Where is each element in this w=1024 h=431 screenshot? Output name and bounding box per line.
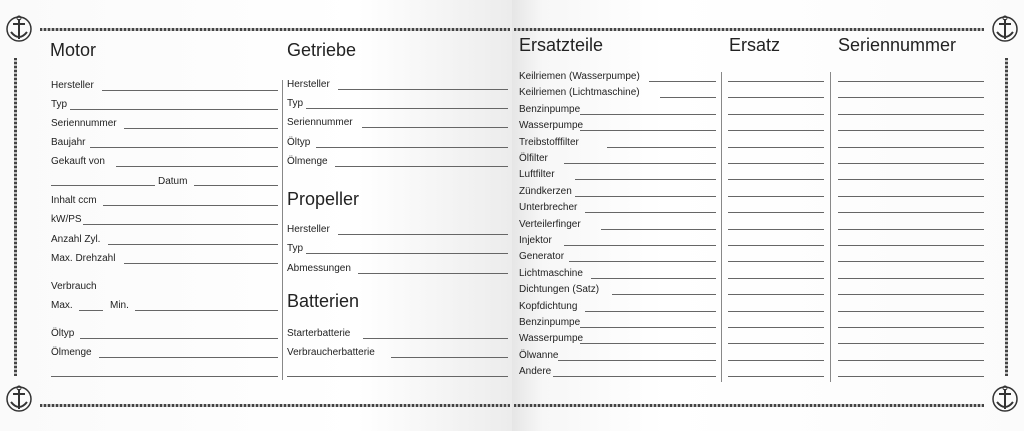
motor-baujahr-label: Baujahr [51,137,86,148]
motor-datum-label: Datum [158,176,188,187]
motor-kwps-line[interactable] [83,224,278,225]
motor-datum-line-2[interactable] [194,185,278,186]
seriennummer-line[interactable] [838,212,984,213]
motor-max-line[interactable] [79,310,103,311]
getriebe-oeltyp-line[interactable] [316,147,508,148]
getriebe-oeltyp-label: Öltyp [287,137,311,148]
left-column-divider [282,80,283,380]
part-label: Kopfdichtung [519,300,578,312]
seriennummer-line[interactable] [838,261,984,262]
starterbatterie-label: Starterbatterie [287,328,351,339]
part-line[interactable] [580,343,716,344]
motor-seriennummer-line[interactable] [124,128,278,129]
motor-drehzahl-label: Max. Drehzahl [51,253,116,264]
part-line[interactable] [585,212,716,213]
motor-hersteller-label: Hersteller [51,80,94,91]
rope-border-bottom-right [514,404,984,407]
seriennummer-line[interactable] [838,81,984,82]
verbraucherbatterie-label: Verbraucherbatterie [287,347,375,358]
part-line[interactable] [649,81,716,82]
anchor-ornament-bottom-left [2,382,36,416]
seriennummer-line[interactable] [838,376,984,377]
seriennummer-line[interactable] [838,229,984,230]
part-label: Luftfilter [519,169,555,181]
part-line[interactable] [553,376,716,377]
part-label: Keilriemen (Wasserpumpe) [519,71,640,82]
motor-min-label: Min. [110,300,129,311]
getriebe-seriennummer-line[interactable] [362,127,508,128]
getriebe-oelmenge-line[interactable] [335,166,508,167]
part-line[interactable] [591,278,716,279]
getriebe-hersteller-label: Hersteller [287,79,330,90]
seriennummer-line[interactable] [838,196,984,197]
ersatz-line[interactable] [728,245,824,246]
motor-kwps-label: kW/PS [51,214,82,225]
getriebe-seriennummer-label: Seriennummer [287,117,353,128]
propeller-hersteller-line[interactable] [338,234,508,235]
motor-typ-line[interactable] [70,109,278,110]
part-line[interactable] [585,311,716,312]
motor-max-label: Max. [51,300,73,311]
ersatz-line[interactable] [728,163,824,164]
ersatz-line[interactable] [728,376,824,377]
ersatz-line[interactable] [728,81,824,82]
right-page [512,0,1024,431]
motor-gekauft-line[interactable] [116,166,278,167]
anchor-icon [2,382,36,416]
seriennummer-line[interactable] [838,130,984,131]
part-line[interactable] [580,130,716,131]
part-line[interactable] [580,114,716,115]
batterien-title: Batterien [287,291,360,311]
part-label: Ölwanne [519,349,559,361]
motor-seriennummer-label: Seriennummer [51,118,117,129]
ersatz-line[interactable] [728,114,824,115]
motor-oelmenge-label: Ölmenge [51,347,92,358]
anchor-icon [988,12,1022,46]
motor-inhalt-label: Inhalt ccm [51,195,97,206]
propeller-title: Propeller [287,189,360,209]
anchor-ornament-bottom-right [988,382,1022,416]
ersatz-line[interactable] [728,147,824,148]
motor-extra-line[interactable] [51,376,278,377]
part-line[interactable] [660,97,716,98]
anchor-ornament-top-left [2,12,36,46]
rope-border-top-right [514,28,984,31]
seriennummer-line[interactable] [838,179,984,180]
motor-gekauft-label: Gekauft von [51,156,105,167]
motor-oeltyp-line[interactable] [80,338,278,339]
motor-verbrauch-label: Verbrauch [51,281,97,292]
part-label: Wasserpumpe [519,120,584,132]
motor-oelmenge-line[interactable] [99,357,278,358]
ersatz-line[interactable] [728,97,824,98]
rope-border-left [14,58,17,376]
motor-zyl-line[interactable] [108,244,278,245]
part-line[interactable] [612,294,716,295]
part-line[interactable] [569,261,716,262]
motor-min-line[interactable] [135,310,278,311]
part-label: Zündkerzen [519,185,572,197]
seriennummer-line[interactable] [838,311,984,312]
seriennummer-line[interactable] [838,278,984,279]
motor-typ-label: Typ [51,99,68,110]
ersatz-line[interactable] [728,261,824,262]
seriennummer-line[interactable] [838,245,984,246]
propeller-abmessungen-line[interactable] [358,273,508,274]
motor-title: Motor [50,40,97,60]
part-label: Ölfilter [519,153,548,164]
part-label: Dichtungen (Satz) [519,284,600,296]
motor-datum-line-1[interactable] [51,185,155,186]
starterbatterie-line[interactable] [363,338,508,339]
part-label: Injektor [519,235,552,246]
part-label: Keilriemen (Lichtmaschine) [519,87,640,99]
seriennummer-column-divider [830,72,831,382]
anchor-icon [988,382,1022,416]
ersatz-line[interactable] [728,327,824,328]
part-line[interactable] [558,360,716,361]
seriennummer-line[interactable] [838,343,984,344]
getriebe-typ-label: Typ [287,98,304,109]
seriennummer-header: Seriennummer [838,35,957,55]
part-label: Benzinpumpe [519,317,581,328]
motor-hersteller-line[interactable] [102,90,278,91]
motor-zyl-label: Anzahl Zyl. [51,234,101,245]
motor-oeltyp-label: Öltyp [51,328,75,339]
part-line[interactable] [607,147,716,148]
ersatz-column-divider [721,72,722,382]
part-label: Andere [519,366,552,378]
ersatz-line[interactable] [728,343,824,344]
ersatz-line[interactable] [728,212,824,213]
seriennummer-line[interactable] [838,114,984,115]
seriennummer-line[interactable] [838,163,984,164]
rope-border-right [1005,58,1008,376]
part-line[interactable] [580,327,716,328]
ersatz-header: Ersatz [729,35,781,55]
ersatz-line[interactable] [728,196,824,197]
part-label: Treibstofffilter [519,136,579,148]
part-line[interactable] [575,179,716,180]
part-line[interactable] [601,229,716,230]
ersatz-line[interactable] [728,130,824,131]
batterien-extra-line[interactable] [287,376,508,377]
part-label: Lichtmaschine [519,267,583,279]
propeller-typ-label: Typ [287,243,304,254]
rope-border-top-left [40,28,510,31]
anchor-ornament-top-right [988,12,1022,46]
ersatzteile-header: Ersatzteile [519,35,604,55]
motor-drehzahl-line[interactable] [124,263,278,264]
ersatz-line[interactable] [728,179,824,180]
part-line[interactable] [575,196,716,197]
propeller-hersteller-label: Hersteller [287,224,330,235]
getriebe-title: Getriebe [287,40,357,60]
part-label: Generator [519,251,565,263]
ersatz-line[interactable] [728,229,824,230]
part-label: Wasserpumpe [519,333,584,345]
ersatz-line[interactable] [728,278,824,279]
getriebe-typ-line[interactable] [306,108,508,109]
seriennummer-line[interactable] [838,327,984,328]
propeller-typ-line[interactable] [306,253,508,254]
seriennummer-line[interactable] [838,97,984,98]
motor-baujahr-line[interactable] [90,147,278,148]
rope-border-bottom-left [40,404,510,407]
seriennummer-line[interactable] [838,294,984,295]
verbraucherbatterie-line[interactable] [391,357,508,358]
part-line[interactable] [564,245,716,246]
getriebe-oelmenge-label: Ölmenge [287,156,328,167]
ersatz-line[interactable] [728,311,824,312]
part-label: Unterbrecher [519,202,578,214]
motor-inhalt-line[interactable] [103,205,278,206]
propeller-abmessungen-label: Abmessungen [287,263,351,274]
seriennummer-line[interactable] [838,147,984,148]
part-label: Verteilerfinger [519,218,581,230]
ersatz-line[interactable] [728,294,824,295]
seriennummer-line[interactable] [838,360,984,361]
anchor-icon [2,12,36,46]
ersatz-line[interactable] [728,360,824,361]
getriebe-hersteller-line[interactable] [338,89,508,90]
part-line[interactable] [564,163,716,164]
part-label: Benzinpumpe [519,103,581,115]
